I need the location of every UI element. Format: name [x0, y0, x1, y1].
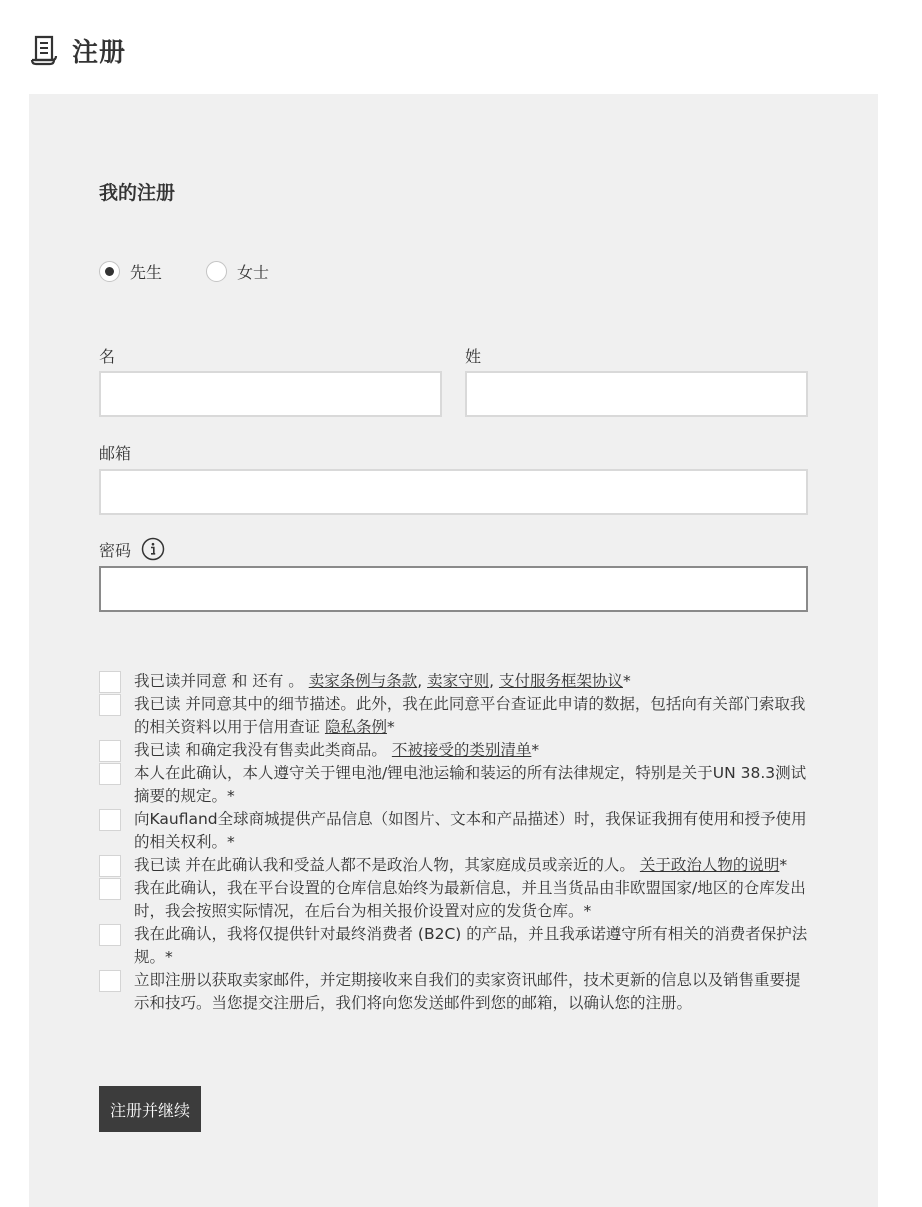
consent-checkbox-rights[interactable]: [99, 809, 121, 831]
pep-info-link[interactable]: 关于政治人物的说明: [639, 856, 780, 874]
first-name-input[interactable]: [99, 371, 442, 417]
consent-checkbox-privacy[interactable]: [99, 694, 121, 716]
privacy-policy-link[interactable]: 隐私条例: [324, 718, 387, 736]
consent-checkbox-warehouse[interactable]: [99, 878, 121, 900]
last-name-input[interactable]: [465, 371, 808, 417]
seller-code-link[interactable]: 卖家守则: [427, 672, 490, 690]
page-header: [30, 30, 126, 70]
consent-checkbox-prohibited[interactable]: [99, 740, 121, 762]
radio-ms-indicator[interactable]: [206, 261, 227, 282]
consent-row: 我已读 和确定我没有售卖此类商品。 不被接受的类别清单*: [99, 739, 811, 762]
payment-agreement-link[interactable]: 支付服务框架协议: [498, 672, 623, 690]
consent-row: 我在此确认，我在平台设置的仓库信息始终为最新信息，并且当货品由非欧盟国家/地区的仓库发出时，我会按照实际情况，在后台为相关报价设置对应的发货仓库。*: [99, 877, 811, 923]
consent-checkbox-terms[interactable]: [99, 671, 121, 693]
consent-checkbox-battery[interactable]: [99, 763, 121, 785]
radio-mr[interactable]: [99, 260, 162, 283]
password-label: 密码: [99, 540, 132, 560]
email-label: 邮箱: [99, 444, 132, 463]
page-title: 注册: [72, 37, 127, 68]
salutation-radio-group: [99, 260, 313, 283]
prohibited-categories-link[interactable]: 不被接受的类别清单: [391, 741, 532, 759]
email-input[interactable]: [99, 469, 808, 515]
section-title: 我的注册: [99, 182, 176, 204]
password-input[interactable]: [99, 566, 808, 612]
first-name-label: 名: [99, 347, 116, 366]
seller-terms-link[interactable]: 卖家条例与条款: [308, 672, 418, 690]
document-icon: [30, 33, 60, 67]
consent-row: 向Kaufland全球商城提供产品信息（如图片、文本和产品描述）时，我保证我拥有使用和授予使用的相关权利。*: [99, 808, 811, 854]
consent-checkbox-newsletter[interactable]: [99, 970, 121, 992]
consent-row: 立即注册以获取卖家邮件，并定期接收来自我们的卖家资讯邮件，技术更新的信息以及销售重要提示和技巧。当您提交注册后，我们将向您发送邮件到您的邮箱，以确认您的注册。: [99, 969, 811, 1015]
info-icon[interactable]: [141, 537, 165, 561]
radio-mr-label: 先生: [130, 263, 163, 282]
last-name-label: 姓: [465, 347, 482, 366]
consent-list: [99, 670, 811, 1015]
password-label-row: [99, 537, 165, 561]
consent-row: 我已读 并同意其中的细节描述。此外，我在此同意平台查证此申请的数据，包括向有关部门索取我的相关资料以用于信用查证 隐私条例*: [99, 693, 811, 739]
consent-row: 我在此确认，我将仅提供针对最终消费者 (B2C) 的产品，并且我承诺遵守所有相关的消费者保护法规。*: [99, 923, 811, 969]
consent-checkbox-b2c[interactable]: [99, 924, 121, 946]
register-continue-button[interactable]: 注册并继续: [99, 1086, 201, 1132]
consent-row: 本人在此确认，本人遵守关于锂电池/锂电池运输和装运的所有法律规定，特别是关于UN 38.3测试摘要的规定。*: [99, 762, 811, 808]
registration-card: [29, 94, 878, 1207]
consent-row: 我已读 并在此确认我和受益人都不是政治人物，其家庭成员或亲近的人。 关于政治人物的说明*: [99, 854, 811, 877]
radio-ms-label: 女士: [237, 263, 270, 282]
consent-row: 我已读并同意 和 还有 。 卖家条例与条款, 卖家守则, 支付服务框架协议*: [99, 670, 811, 693]
radio-ms[interactable]: [206, 260, 269, 283]
radio-mr-indicator[interactable]: [99, 261, 120, 282]
consent-checkbox-pep[interactable]: [99, 855, 121, 877]
